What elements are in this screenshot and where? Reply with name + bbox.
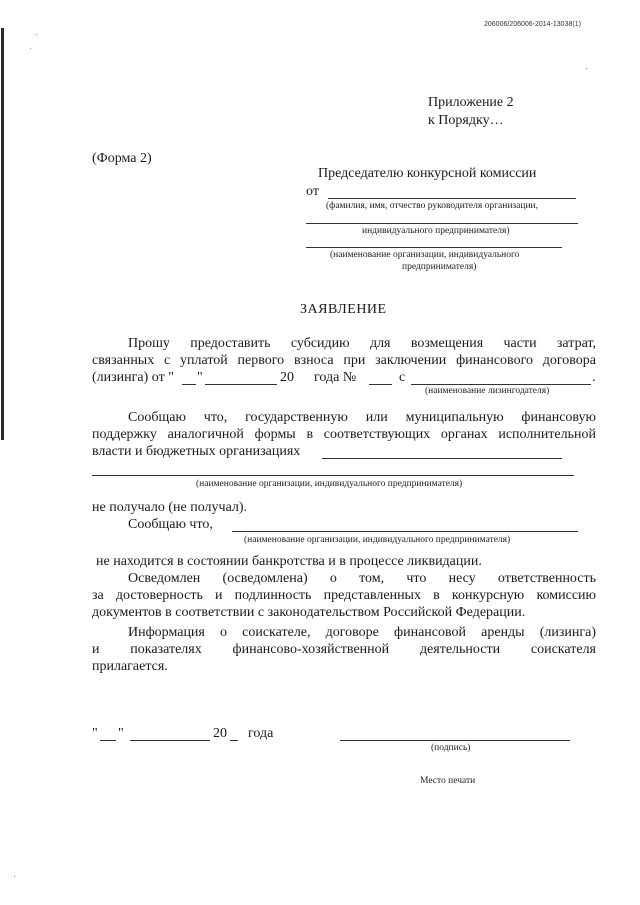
scan-speck xyxy=(36,34,37,35)
from-label: от xyxy=(306,184,319,199)
scan-speck xyxy=(586,68,587,69)
p2-line-4: не получало (не получал). xyxy=(92,500,248,515)
lessor-line xyxy=(411,384,591,385)
date-year: 20 xyxy=(213,726,227,741)
caption-bankruptcy-org: (наименование организации, индивидуального предпринимателя) xyxy=(244,535,511,545)
p4-line-1: Осведомлен (осведомлена) о том, что несу ответственность xyxy=(128,571,596,586)
p4-line-3: документов в соответствии с законодательством Российской Федерации. xyxy=(92,605,526,620)
p5-line-2: и показателях финансово-хозяйственной деятельности соискателя xyxy=(92,642,596,657)
scan-speck xyxy=(30,48,31,49)
p3-line-1: Сообщаю что, xyxy=(128,517,213,532)
p1-line-2: связанных с уплатой первого взноса при заключении финансового договора xyxy=(92,353,596,368)
date-day-line xyxy=(100,740,116,741)
p1-line-1: Прошу предоставить субсидию для возмещения части затрат, xyxy=(128,336,596,351)
p5-line-1: Информация о соискателе, договоре финансовой аренды (лизинга) xyxy=(128,625,596,640)
document-title: ЗАЯВЛЕНИЕ xyxy=(300,302,387,317)
p4-line-2: за достоверность и подлинность представленных в конкурсную комиссию xyxy=(92,588,596,603)
p2-line-1: Сообщаю что, государственную или муниципальную финансовую xyxy=(128,410,596,425)
signature-caption: (подпись) xyxy=(431,743,471,753)
caption-ip: индивидуального предпринимателя) xyxy=(362,226,510,236)
p3-line-2: не находится в состоянии банкротства и в процессе ликвидации. xyxy=(96,554,482,569)
scan-speck xyxy=(14,876,15,877)
org-name-line xyxy=(306,247,562,248)
p1-year-number: года № xyxy=(314,370,357,385)
contract-day-line xyxy=(182,384,196,385)
caption-head-name: (фамилия, имя, отчество руководителя организации, xyxy=(326,201,539,211)
p2-line-2: поддержку аналогичной формы в соответствующих органах исполнительной xyxy=(92,427,596,442)
caption-lessor: (наименование лизингодателя) xyxy=(425,386,550,396)
contract-number-line xyxy=(369,384,392,385)
applicant-ip-line xyxy=(306,223,578,224)
document-id: 206006/206006-2014-13038(1) xyxy=(484,21,581,28)
seal-place: Место печати xyxy=(420,776,476,786)
p1-year: 20 xyxy=(280,370,294,385)
addressee-title: Председателю конкурсной комиссии xyxy=(318,166,537,181)
date-quote-open: " xyxy=(92,726,98,741)
date-year-word: года xyxy=(248,726,274,741)
p1-dot: . xyxy=(592,370,596,385)
date-quote-close: " xyxy=(118,726,124,741)
applicant-name-line xyxy=(328,198,576,199)
p5-line-3: прилагается. xyxy=(92,659,168,674)
caption-support-org: (наименование организации, индивидуального предпринимателя) xyxy=(196,479,463,489)
signature-line xyxy=(340,740,570,741)
date-month-line xyxy=(130,740,210,741)
p1-line-3b: " xyxy=(197,370,203,385)
appendix-line-2: к Порядку… xyxy=(428,113,504,128)
scan-edge-mark xyxy=(1,28,4,440)
p1-with: с xyxy=(399,370,406,385)
date-year-line xyxy=(230,740,238,741)
contract-month-line xyxy=(205,384,277,385)
p1-line-3a: (лизинга) от " xyxy=(92,370,174,385)
appendix-line-1: Приложение 2 xyxy=(428,95,514,110)
bankruptcy-org-line xyxy=(232,531,578,532)
support-org-line-2 xyxy=(92,475,574,476)
caption-org-1: (наименование организации, индивидуального xyxy=(330,250,520,260)
caption-org-2: предпринимателя) xyxy=(402,262,477,272)
p2-line-3: власти и бюджетных организациях xyxy=(92,444,301,459)
form-label: (Форма 2) xyxy=(92,151,152,166)
support-org-line-1 xyxy=(322,458,562,459)
